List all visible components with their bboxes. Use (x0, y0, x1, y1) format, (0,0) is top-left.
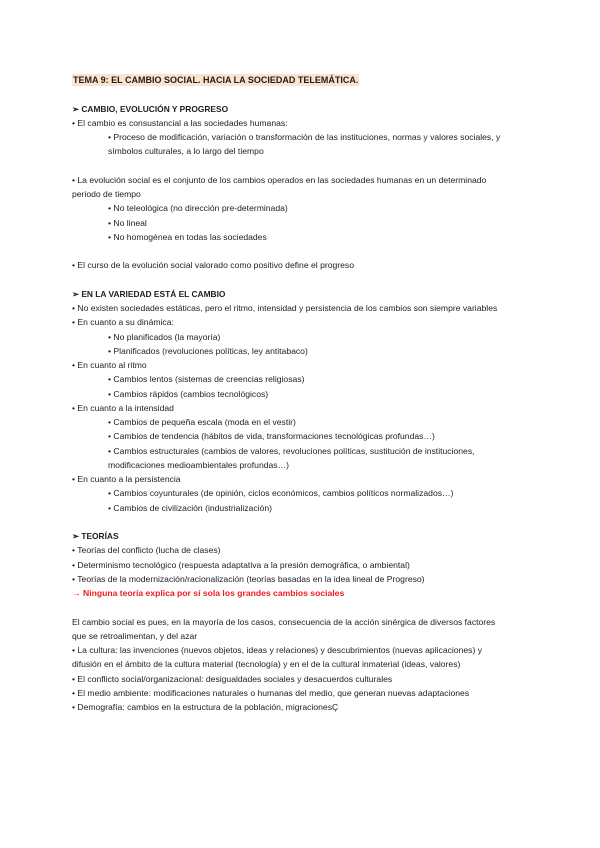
bullet-continuation: difusión en el ámbito de la cultura material (tecnología) y en el de la cultural inmaterial (ideas, valores) (72, 659, 461, 670)
bullet-item: • Demografía: cambios en la estructura de la población, migracionesÇ (72, 702, 339, 712)
sub-bullet-item: • No teleológica (no dirección pre-determinada) (108, 203, 288, 214)
blank-line (72, 159, 542, 173)
sub-bullet-item: • Cambios de civilización (industrialización) (108, 502, 272, 513)
bullet-item: • El conflicto social/organizacional: desigualdades sociales y desacuerdos culturales (72, 673, 393, 684)
blank-line (72, 600, 542, 614)
bullet-item: • En cuanto a su dinámica: (72, 317, 174, 328)
bullet-item: • Determinismo tecnológico (respuesta adaptativa a la presión demográfica, o ambiental) (72, 559, 410, 570)
sub-bullet-item: • Cambios de tendencia (hábitos de vida, transformaciones tecnológicas profundas…) (108, 431, 435, 442)
sub-bullet-item: • Cambios de pequeña escala (moda en el vestir) (108, 417, 296, 427)
sub-bullet-item: • Planificados (revoluciones políticas, ley antitabaco) (108, 345, 308, 356)
bullet-item: • Teorías del conflicto (lucha de clases) (72, 545, 221, 556)
sub-bullet-continuation: símbolos culturales, a lo largo del tiempo (108, 146, 264, 157)
blank-line (72, 244, 542, 258)
bullet-item: • El medio ambiente: modificaciones naturales o humanas del medio, que generan nuevas adaptaciones (72, 687, 470, 698)
bullet-continuation: periodo de tiempo (72, 189, 141, 199)
bullet-item: • En cuanto a la intensidad (72, 402, 174, 413)
highlight-conclusion: → Ninguna teoría explica por sí sola los grandes cambios sociales (72, 588, 345, 598)
sub-bullet-item: • Cambios coyunturales (de opinión, ciclos económicos, cambios políticos normalizados…) (108, 488, 454, 499)
sub-bullet-item: • Cambios rápidos (cambios tecnológicos) (108, 388, 269, 399)
document-title (72, 73, 542, 87)
sub-bullet-continuation: modificaciones medioambientales profundas…) (108, 459, 290, 470)
bullet-item: • El curso de la evolución social valorado como positivo define el progreso (72, 260, 354, 271)
bullet-item: • Teorías de la modernización/racionalización (teorías basadas en la idea lineal de Progreso) (72, 573, 425, 584)
bullet-item: • La evolución social es el conjunto de los cambios operados en las sociedades humanas en un determinado (72, 174, 487, 185)
blank-line (72, 515, 542, 529)
bullet-item: • No existen sociedades estáticas, pero el ritmo, intensidad y persistencia de los cambios son siempre variables (72, 303, 498, 313)
bullet-item: • En cuanto al ritmo (72, 360, 147, 370)
paragraph-line: que se retroalimentan, y del azar (72, 630, 198, 641)
blank-line (72, 87, 542, 101)
section-heading: ➢ TEORÍAS (72, 531, 119, 541)
sub-bullet-item: • No homogénea en todas las sociedades (108, 231, 267, 242)
sub-bullet-item: • Proceso de modificación, variación o transformación de las instituciones, normas y valores sociales, y (108, 132, 501, 142)
sub-bullet-item: • No planificados (la mayoría) (108, 331, 221, 342)
document-title-text: TEMA 9: EL CAMBIO SOCIAL. HACIA LA SOCIEDAD TELEMÁTICA. (73, 75, 359, 85)
document-page (72, 73, 542, 714)
section-heading: ➢ EN LA VARIEDAD ESTÁ EL CAMBIO (72, 288, 226, 299)
sub-bullet-item: • Cambios estructurales (cambios de valores, revoluciones políticas, sustitución de instituciones, (108, 445, 475, 456)
bullet-item: • La cultura: las invenciones (nuevos objetos, ideas y relaciones) y descubrimientos (nuevas aplicaciones) y (72, 645, 482, 655)
sub-bullet-item: • Cambios lentos (sistemas de creencias religiosas) (108, 374, 305, 385)
sub-bullet-item: • No lineal (108, 217, 147, 228)
blank-line (72, 273, 542, 287)
bullet-item: • En cuanto a la persistencia (72, 474, 181, 484)
bullet-item: • El cambio es consustancial a las sociedades humanas: (72, 117, 288, 128)
paragraph-line: El cambio social es pues, en la mayoría de los casos, consecuencia de la acción sinérgica de diversos factores (72, 616, 496, 627)
section-heading: ➢ CAMBIO, EVOLUCIÓN Y PROGRESO (72, 103, 229, 114)
